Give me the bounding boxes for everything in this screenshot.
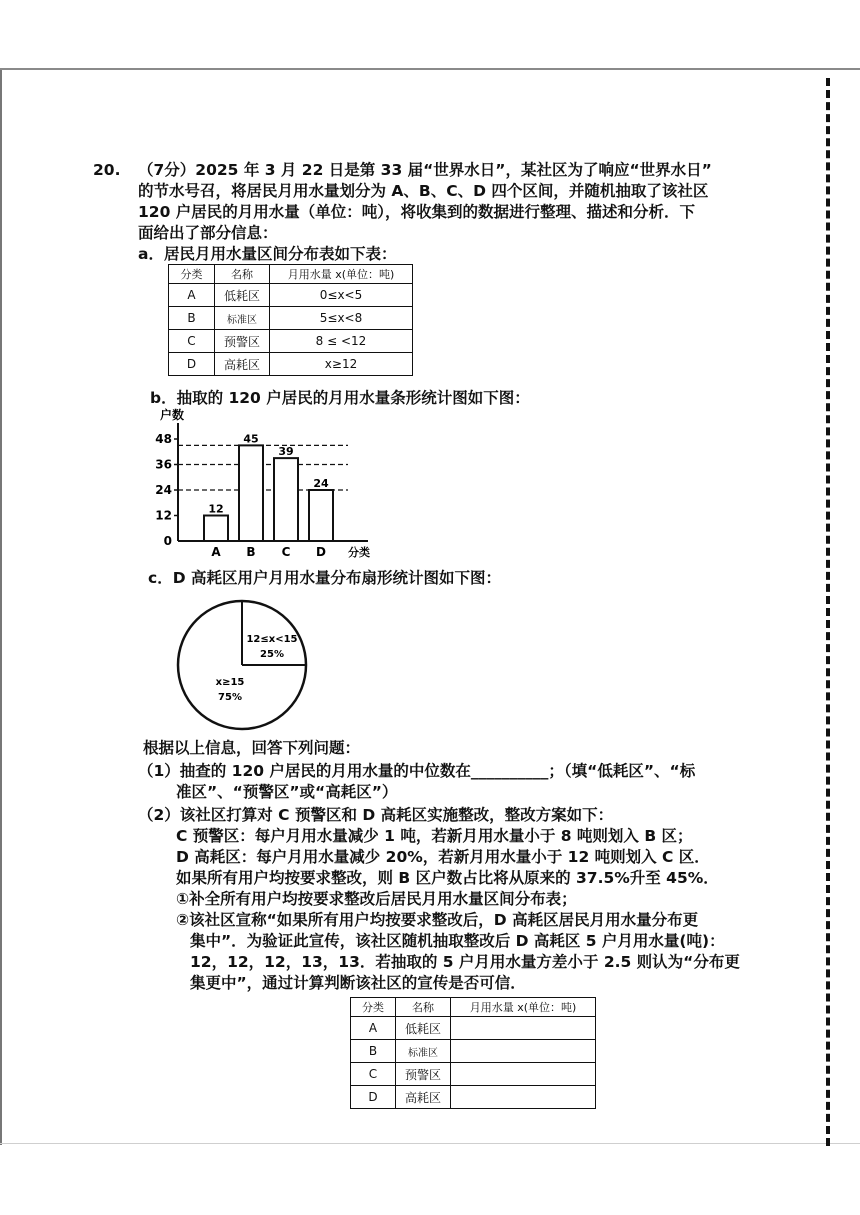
table-cell: 5≤x<8 xyxy=(270,307,413,330)
table-cell: 低耗区 xyxy=(396,1017,451,1040)
answer-input-cell[interactable] xyxy=(451,1017,596,1040)
table-header-cell: 名称 xyxy=(396,998,451,1017)
y-tick-label: 24 xyxy=(155,483,172,497)
table-row xyxy=(351,1017,596,1040)
table-cell: A xyxy=(351,1017,396,1040)
table-cell: 0≤x<5 xyxy=(270,284,413,307)
table-cell: x≥12 xyxy=(270,353,413,376)
pie-slice-percent: 25% xyxy=(260,649,284,660)
q2-line-4: 如果所有用户均按要求整改，则 B 区户数占比将从原来的 37.5%升至 45%． xyxy=(176,869,719,887)
table-cell: 低耗区 xyxy=(215,284,270,307)
bar-B xyxy=(239,445,263,541)
table-row xyxy=(351,1086,596,1109)
x-tick-label: A xyxy=(211,545,221,559)
bar-C xyxy=(274,458,298,541)
bar-value-label: 24 xyxy=(313,477,329,490)
q2-line-5: ①补全所有用户均按要求整改后居民月用水量区间分布表； xyxy=(176,890,577,908)
table-cell: 高耗区 xyxy=(396,1086,451,1109)
pie-slice-percent: 75% xyxy=(218,692,242,703)
part-a-label: a．居民月用水量区间分布表如下表： xyxy=(138,245,397,263)
pie-chart xyxy=(170,590,330,750)
part-b-label: b．抽取的 120 户居民的月用水量条形统计图如下图： xyxy=(150,389,530,407)
table-cell: A xyxy=(169,284,215,307)
table-row xyxy=(351,1063,596,1086)
table-header-cell: 月用水量 x(单位：吨) xyxy=(270,265,413,284)
table-cell: 预警区 xyxy=(396,1063,451,1086)
part-c-label: c．D 高耗区用户月用水量分布扇形统计图如下图： xyxy=(148,569,501,587)
page-left-border xyxy=(0,70,2,1145)
binding-dashed-line xyxy=(826,78,830,1146)
bar-value-label: 39 xyxy=(278,445,294,459)
table-cell: C xyxy=(169,330,215,353)
questions-intro: 根据以上信息，回答下列问题： xyxy=(143,739,361,757)
q2-line-8: 12，12，12，13，13．若抽取的 5 户月用水量方差小于 2.5 则认为“分布更 xyxy=(190,953,740,971)
table-row xyxy=(169,353,413,376)
table-row xyxy=(169,307,413,330)
table-cell: D xyxy=(169,353,215,376)
q2-line-2: C 预警区：每户月用水量减少 1 吨，若新月用水量小于 8 吨则划入 B 区； xyxy=(176,827,693,845)
q2-line-9: 集更中”，通过计算判断该社区的宣传是否可信． xyxy=(190,974,526,992)
y-tick-label: 36 xyxy=(155,457,172,472)
table-row xyxy=(169,330,413,353)
q2-line-6: ②该社区宣称“如果所有用户均按要求整改后，D 高耗区居民月用水量分布更 xyxy=(176,911,699,929)
bar-A xyxy=(204,516,228,542)
table-cell: 标准区 xyxy=(215,307,270,330)
x-axis-label: 分类 xyxy=(348,546,370,559)
table-header-cell: 分类 xyxy=(351,998,396,1017)
table-header-cell: 名称 xyxy=(215,265,270,284)
table-cell: 标准区 xyxy=(396,1040,451,1063)
question-line-2: 的节水号召，将居民月用水量划分为 A、B、C、D 四个区间，并随机抽取了该社区 xyxy=(138,182,709,200)
x-tick-label: D xyxy=(316,545,326,559)
pie-slice-label: 12≤x<15 xyxy=(246,634,298,645)
answer-input-cell[interactable] xyxy=(451,1086,596,1109)
table-header-cell: 月用水量 x(单位：吨) xyxy=(451,998,596,1017)
q2-line-3: D 高耗区：每户月用水量减少 20%，若新月用水量小于 12 吨则划入 C 区． xyxy=(176,848,710,866)
page-top-border xyxy=(0,68,860,70)
table-header-cell: 分类 xyxy=(169,265,215,284)
bar-value-label: 45 xyxy=(243,432,259,446)
table-cell: D xyxy=(351,1086,396,1109)
y-axis-label: 户数 xyxy=(160,408,185,422)
q1-line-1: （1）抽查的 120 户居民的月用水量的中位数在__________；（填“低耗区”、“标 xyxy=(138,762,696,780)
question-line-1: （7分）2025 年 3 月 22 日是第 33 届“世界水日”，某社区为了响应“世界水日” xyxy=(138,161,712,179)
x-tick-label: B xyxy=(246,545,256,559)
table-row xyxy=(351,1040,596,1063)
question-line-4: 面给出了部分信息： xyxy=(138,224,278,242)
answer-input-cell[interactable] xyxy=(451,1063,596,1086)
bar-value-label: 12 xyxy=(208,502,224,516)
y-tick-label: 48 xyxy=(155,432,172,446)
table-cell: B xyxy=(169,307,215,330)
table-cell: 预警区 xyxy=(215,330,270,353)
question-number: 20. xyxy=(93,161,121,179)
y-tick-label: 0 xyxy=(163,534,172,548)
q2-line-1: （2）该社区打算对 C 预警区和 D 高耗区实施整改，整改方案如下： xyxy=(138,806,614,824)
q2-line-7: 集中”．为验证此宣传，该社区随机抽取整改后 D 高耗区 5 户月用水量(吨)： xyxy=(190,932,725,950)
question-line-3: 120 户居民的月用水量（单位：吨），将收集到的数据进行整理、描述和分析．下 xyxy=(138,203,696,221)
table-header-row xyxy=(169,265,413,284)
answer-table xyxy=(350,997,596,1109)
distribution-table xyxy=(168,264,413,376)
pie-slice-label: x≥15 xyxy=(215,677,245,688)
bar-D xyxy=(309,490,333,541)
table-cell: 高耗区 xyxy=(215,353,270,376)
answer-input-cell[interactable] xyxy=(451,1040,596,1063)
table-row xyxy=(169,284,413,307)
q1-line-2: 准区”、“预警区”或“高耗区”） xyxy=(176,783,398,801)
y-tick-label: 12 xyxy=(155,508,172,523)
table-cell: B xyxy=(351,1040,396,1063)
table-cell: C xyxy=(351,1063,396,1086)
x-tick-label: C xyxy=(281,545,291,559)
table-cell: 8 ≤ <12 xyxy=(270,330,413,353)
bar-chart xyxy=(140,405,400,565)
table-header-row xyxy=(351,998,596,1017)
page-bottom-border xyxy=(0,1143,860,1144)
